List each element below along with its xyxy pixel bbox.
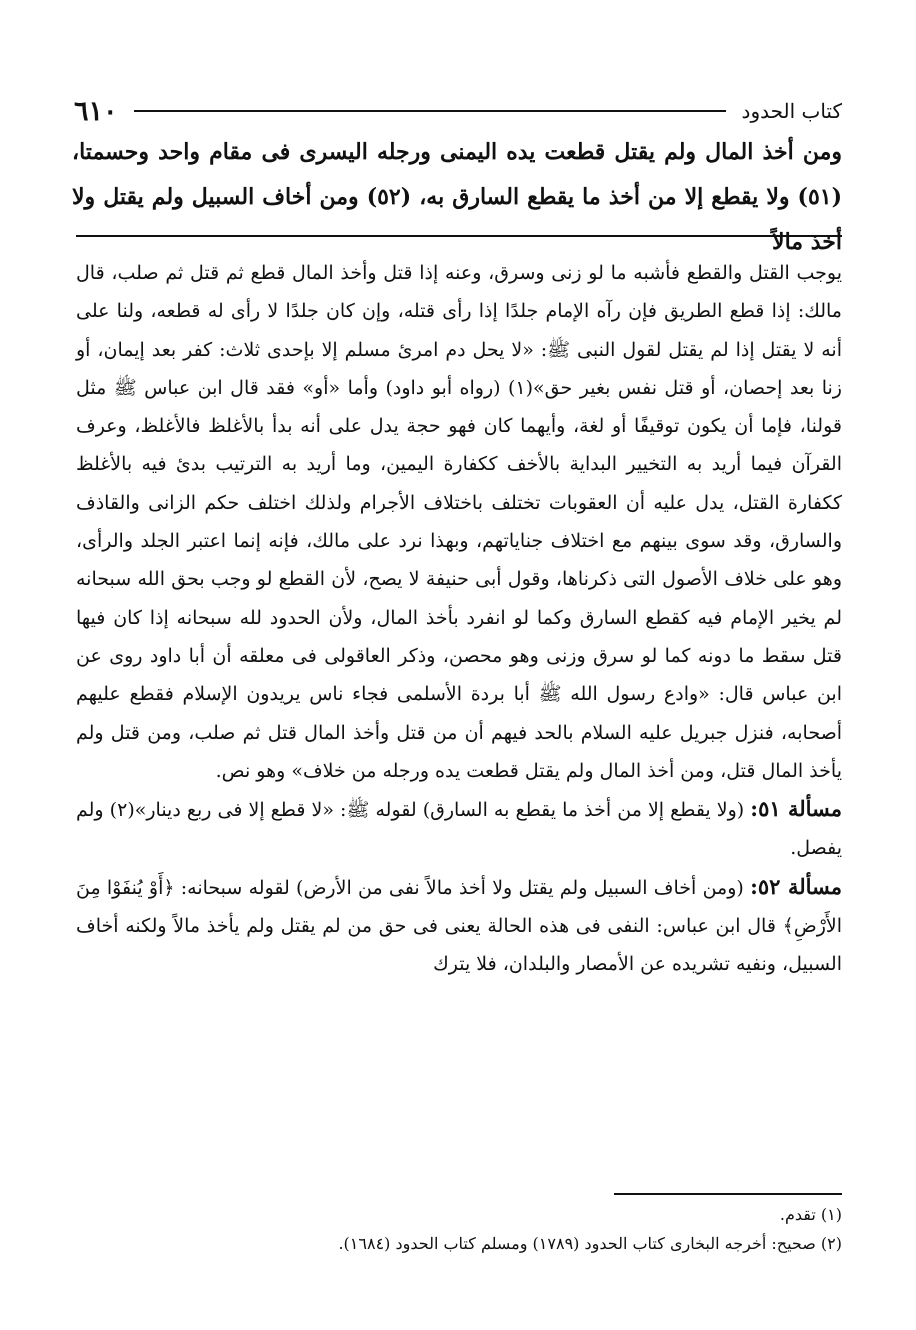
footnote-1: (١) تقدم. bbox=[779, 1205, 842, 1224]
matn-separator bbox=[76, 235, 842, 237]
footnotes bbox=[100, 1200, 842, 1258]
page-number: ٦١٠ bbox=[74, 95, 118, 127]
commentary bbox=[76, 254, 842, 984]
book-title: كتاب الحدود bbox=[741, 99, 842, 123]
running-header bbox=[74, 94, 842, 128]
matn-text: ومن أخذ المال ولم يقتل قطعت يده اليمنى ورجله اليسرى فى مقام واحد وحسمتا، (٥١) ولا يقطع إلا من أخذ ما يقطع السارق به، (٥٢) ومن أخاف السبيل ولم يقتل ولا أخذ مالاً bbox=[72, 139, 843, 255]
masala-52-title: مسألة ٥٢: bbox=[750, 873, 842, 899]
masala-52-text: (ومن أخاف السبيل ولم يقتل ولا أخذ مالاً نفى من الأرض) لقوله سبحانه: ﴿أَوْ يُنفَوْا مِنَ الأَرْضِ﴾ قال ابن عباس: النفى فى هذه الحالة يعنى فى حق من لم يقتل ولم يأخذ مالاً ولكنه أخاف السبيل، ونفيه تشريده عن الأمصار والبلدان، فلا يترك bbox=[76, 876, 842, 976]
commentary-paragraph: يوجب القتل والقطع فأشبه ما لو زنى وسرق، وعنه إذا قتل وأخذ المال قطع ثم قتل ثم صلب، قال مالك: إذا قطع الطريق فإن رآه الإمام جلدًا إذا رأى قتله، وإن كان جلدًا لا رأى له قطعه، ولنا على أنه لا يقتل إذا لم يقتل لقول النبى ﷺ: «لا يحل دم امرئ مسلم إلا بإحدى ثلاث: كفر بعد إيمان، أو زنا بعد إحصان، أو قتل نفس بغير حق»(١) (رواه أبو داود) وأما «أو» فقد قال ابن عباس ﷺ مثل قولنا، فإما أن يكون توقيفًا أو لغة، وأيهما كان فهو حجة يدل على أنه بدأ بالأغلظ فالأغلظ، وعرف القرآن فيما أريد به التخيير البداية بالأخف ككفارة اليمين، وما أريد به الترتيب بدئ فيه بالأغلظ ككفارة القتل، يدل عليه أن العقوبات تختلف باختلاف الأجرام ولذلك اختلف حكم الزانى والقاذف والسارق، وقد سوى بينهم مع اختلاف جناياتهم، وبهذا نرد على مالك، فإنه إنما اعتبر الجلد والرأى، وهو على خلاف الأصول التى ذكرناها، وقول أبى حنيفة لا يصح، لأن القطع لو وجب بحق الله سبحانه لم يخير الإمام فيه كقطع السارق وكما لو انفرد بأخذ المال، ولأن الحدود لله سبحانه إذا كان فيها قتل سقط ما دونه كما لو سرق وزنى وهو محصن، وذكر العاقولى فى معلقه أن أبا داود روى عن ابن عباس قال: «وادع رسول الله ﷺ أبا بردة الأسلمى فجاء ناس يريدون الإسلام فقطع عليهم أصحابه، فنزل جبريل عليه السلام بالحد فيهم أن من قتل وأخذ المال قتل ثم صلب، ومن قتل ولم يأخذ المال قتل، ومن أخذ المال ولم يقتل قطعت يده ورجله من خلاف» وهو نص. bbox=[76, 262, 842, 782]
masala-52 bbox=[76, 868, 842, 984]
footnote-2: (٢) صحيح: أخرجه البخارى كتاب الحدود (١٧٨٩) ومسلم كتاب الحدود (١٦٨٤). bbox=[338, 1234, 842, 1253]
masala-51 bbox=[76, 790, 842, 868]
masala-51-title: مسألة ٥١: bbox=[750, 796, 843, 822]
header-rule bbox=[134, 110, 726, 112]
masala-51-text: (ولا يقطع إلا من أخذ ما يقطع به السارق) لقوله ﷺ: «لا قطع إلا فى ربع دينار»(٢) ولم يفصل. bbox=[76, 799, 842, 860]
footnote-separator bbox=[614, 1193, 842, 1195]
